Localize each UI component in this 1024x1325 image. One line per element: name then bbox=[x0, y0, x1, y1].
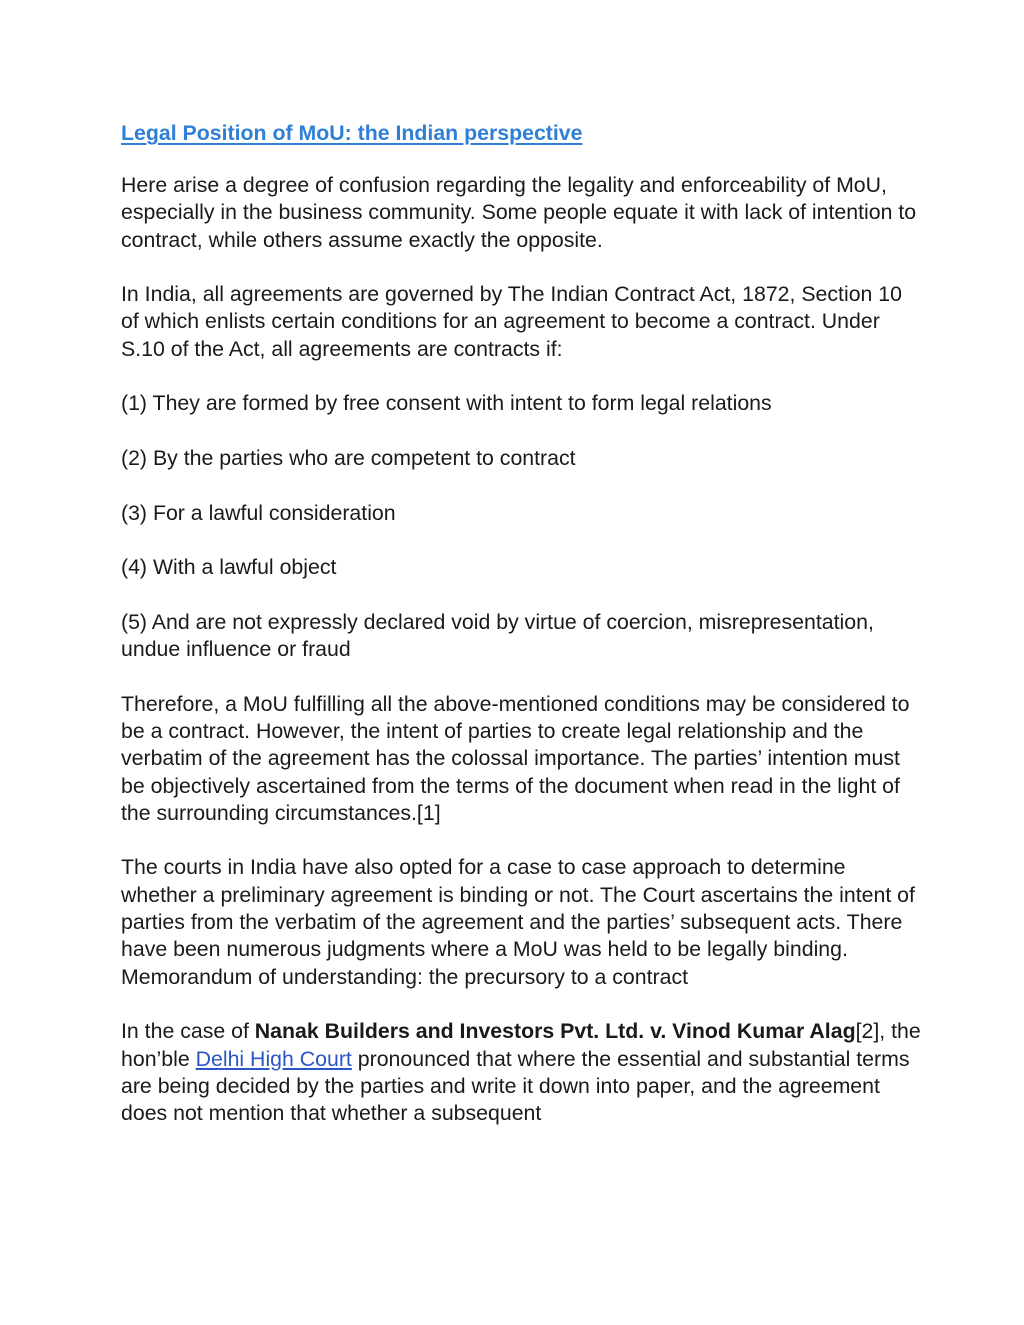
condition-item-2: (2) By the parties who are competent to contract bbox=[121, 445, 576, 470]
mou-contract-paragraph: Therefore, a MoU fulfilling all the above-mentioned conditions may be considered to be a contract. However, the intent of parties to create legal relationship and the verbatim of the agreement has the colossal importance. The parties’ intention must be objectively ascertained from the terms of the document when read in the light of the surrounding circumstances.[1] bbox=[121, 691, 910, 825]
condition-item-3: (3) For a lawful consideration bbox=[121, 500, 396, 525]
document-page bbox=[121, 118, 921, 1155]
title-link[interactable]: Legal Position of MoU: the Indian perspective bbox=[121, 121, 583, 145]
condition-item-1: (1) They are formed by free consent with intent to form legal relations bbox=[121, 391, 772, 416]
intro-paragraph: Here arise a degree of confusion regarding the legality and enforceability of MoU, especially in the business community. Some people equate it with lack of intention to contract, while others assume exactly the opposite. bbox=[121, 173, 917, 252]
page-title bbox=[121, 118, 921, 148]
delhi-high-court-link[interactable]: Delhi High Court bbox=[195, 1046, 352, 1071]
courts-approach-paragraph: The courts in India have also opted for a case to case approach to determine whether a preliminary agreement is binding or not. The Court ascertains the intent of parties from the verbatim of the agreement and the parties’ subsequent acts. There have been numerous judgments where a MoU was held to be legally binding. Memorandum of understanding: the precursory to a contract bbox=[121, 855, 915, 989]
condition-item-5: (5) And are not expressly declared void by virtue of coercion, misrepresentation, undue influence or fraud bbox=[121, 609, 874, 662]
condition-item-4: (4) With a lawful object bbox=[121, 555, 337, 580]
footnote-text: [2], the hon’ble bbox=[121, 1019, 921, 1071]
case-rest-text: pronounced that where the essential and substantial terms are being decided by the parties and write it down into paper, and the agreement does not mention that whether a subsequent bbox=[121, 1046, 910, 1126]
case-paragraph bbox=[121, 1018, 921, 1127]
contract-act-paragraph: In India, all agreements are governed by The Indian Contract Act, 1872, Section 10 of which enlists certain conditions for an agreement to become a contract. Under S.10 of the Act, all agreements are contracts if: bbox=[121, 282, 902, 361]
case-name: Nanak Builders and Investors Pvt. Ltd. v. Vinod Kumar Alag bbox=[254, 1019, 856, 1044]
case-intro-text: In the case of bbox=[121, 1019, 255, 1044]
